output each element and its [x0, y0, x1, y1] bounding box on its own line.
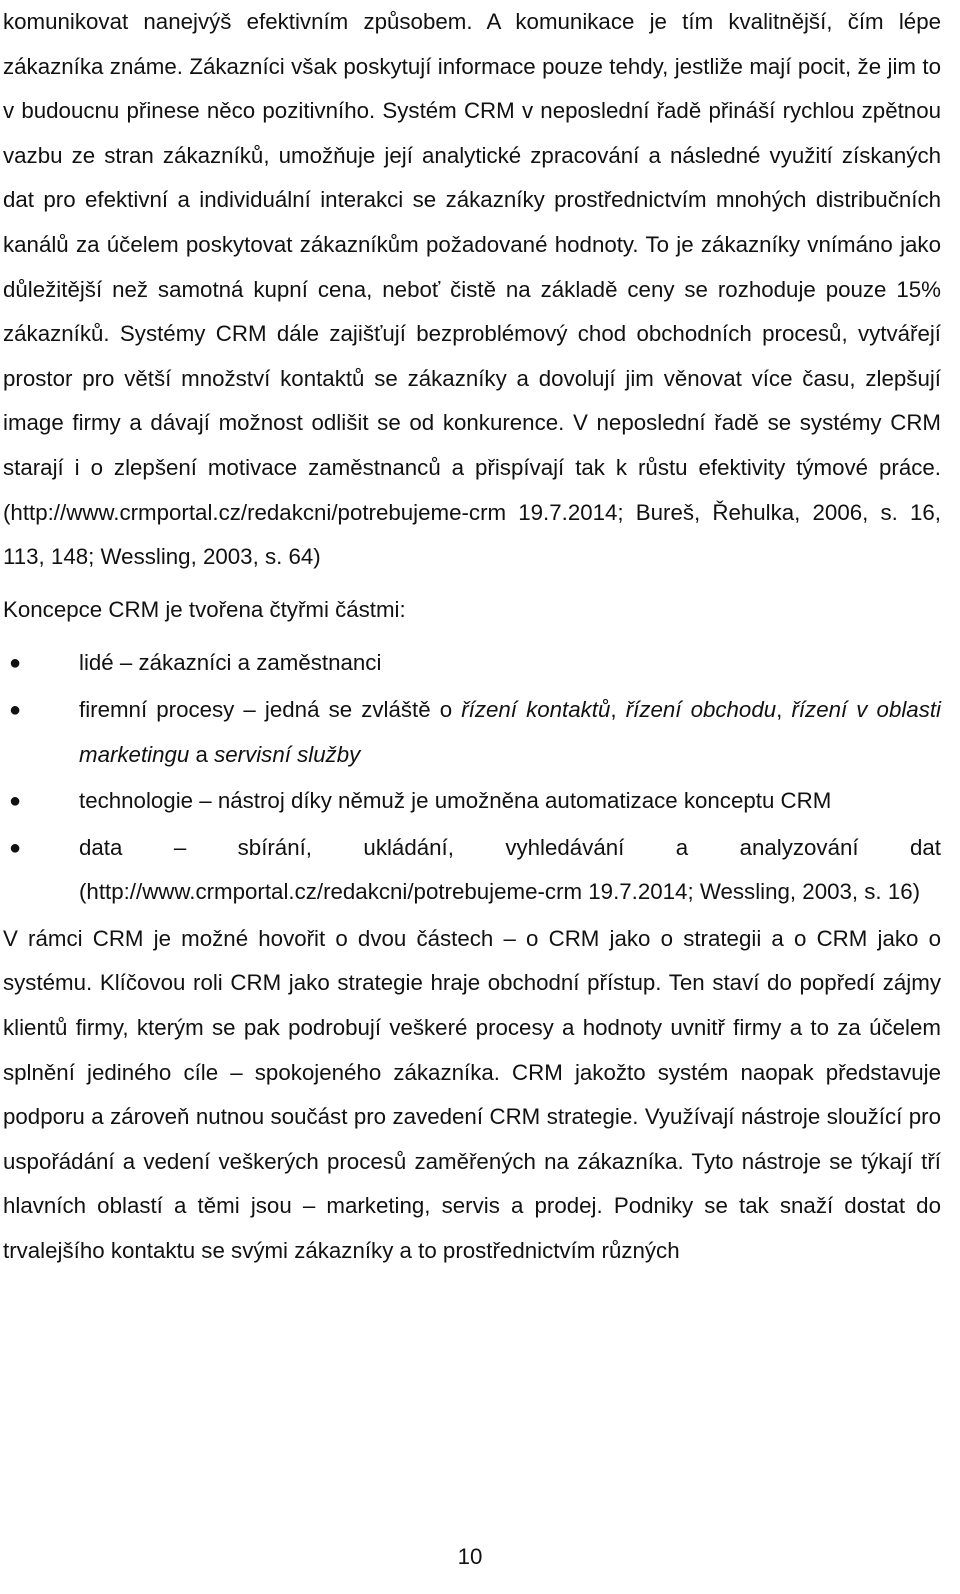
paragraph-crm-concept-intro: Koncepce CRM je tvořena čtyřmi částmi:	[3, 596, 406, 622]
italic-term: servisní služby	[214, 741, 361, 767]
bullet-icon: ●	[8, 698, 22, 721]
paragraph-crm-strategy-system: V rámci CRM je možné hovořit o dvou částech – o CRM jako o strategii a o CRM jako o systému. Klíčovou roli CRM jako strategie hraje obchodní přístup. Ten staví do popředí zájmy klientů firmy, kterým se pak podrobují veškeré procesy a hodnoty uvnitř firmy a to za účelem splnění jediného cíle – spokojeného zákazníka. CRM jakožto systém naopak představuje podporu a zároveň nutnou součást pro zavedení CRM strategie. Využívají nástroje sloužící pro uspořádání a vedení veškerých procesů zaměřených na zákazníka. Tyto nástroje se týkají tří hlavních oblastí a těmi jsou – marketing, servis a prodej. Podniky se tak snaží dostat do trvalejšího kontaktu se svými zákazníky a to prostřednictvím různých	[3, 925, 941, 1264]
italic-term: řízení kontaktů	[461, 696, 611, 722]
italic-term: řízení v oblasti	[791, 696, 942, 722]
document-page	[3, 0, 941, 1274]
separator: ,	[776, 696, 792, 722]
crm-parts-list	[3, 641, 941, 915]
list-item-data	[3, 826, 941, 915]
list-item-technology	[3, 779, 941, 824]
italic-term: marketingu	[79, 741, 190, 767]
separator: a	[189, 741, 215, 767]
list-item-text: technologie – nástroj díky němuž je umožněna automatizace konceptu CRM	[79, 788, 832, 814]
page-number: 10	[457, 1544, 483, 1569]
list-item-text: firemní procesy – jedná se zvláště o	[79, 696, 462, 722]
italic-term: řízení obchodu	[625, 696, 777, 722]
list-item-text: data – sbírání, ukládání, vyhledávání a analyzování dat (http://www.crmportal.cz/redakcni/potrebujeme-crm 19.7.2014; Wessling, 2003, s. 16)	[79, 834, 941, 905]
paragraph-crm-benefits: komunikovat nanejvýš efektivním způsobem. A komunikace je tím kvalitnější, čím lépe zákazníka známe. Zákazníci však poskytují informace pouze tehdy, jestliže mají pocit, že jim to v budoucnu přinese něco pozitivního. Systém CRM v neposlední řadě přináší rychlou zpětnou vazbu ze stran zákazníků, umožňuje její analytické zpracování a následné využití získaných dat pro efektivní a individuální interakci se zákazníky prostřednictvím mnohých distribučních kanálů za účelem poskytovat zákazníkům požadované hodnoty. To je zákazníky vnímáno jako důležitější než samotná kupní cena, neboť čistě na základě ceny se rozhoduje pouze 15% zákazníků. Systémy CRM dále zajišťují bezproblémový chod obchodních procesů, vytvářejí prostor pro větší množství kontaktů se zákazníky a dovolují jim věnovat více času, zlepšují image firmy a dávají možnost odlišit se od konkurence. V neposlední řadě se systémy CRM starají i o zlepšení motivace zaměstnanců a přispívají tak k růstu efektivity týmové práce. (http://www.crmportal.cz/redakcni/potrebujeme-crm 19.7.2014; Bureš, Řehulka, 2006, s. 16, 113, 148; Wessling, 2003, s. 64)	[3, 9, 941, 570]
separator: ,	[610, 696, 626, 722]
bullet-icon: ●	[8, 652, 22, 675]
bullet-icon: ●	[8, 790, 22, 813]
bullet-icon: ●	[8, 836, 22, 859]
list-item-processes	[3, 688, 941, 777]
list-item-text: lidé – zákazníci a zaměstnanci	[79, 650, 382, 676]
list-item-people	[3, 641, 941, 686]
